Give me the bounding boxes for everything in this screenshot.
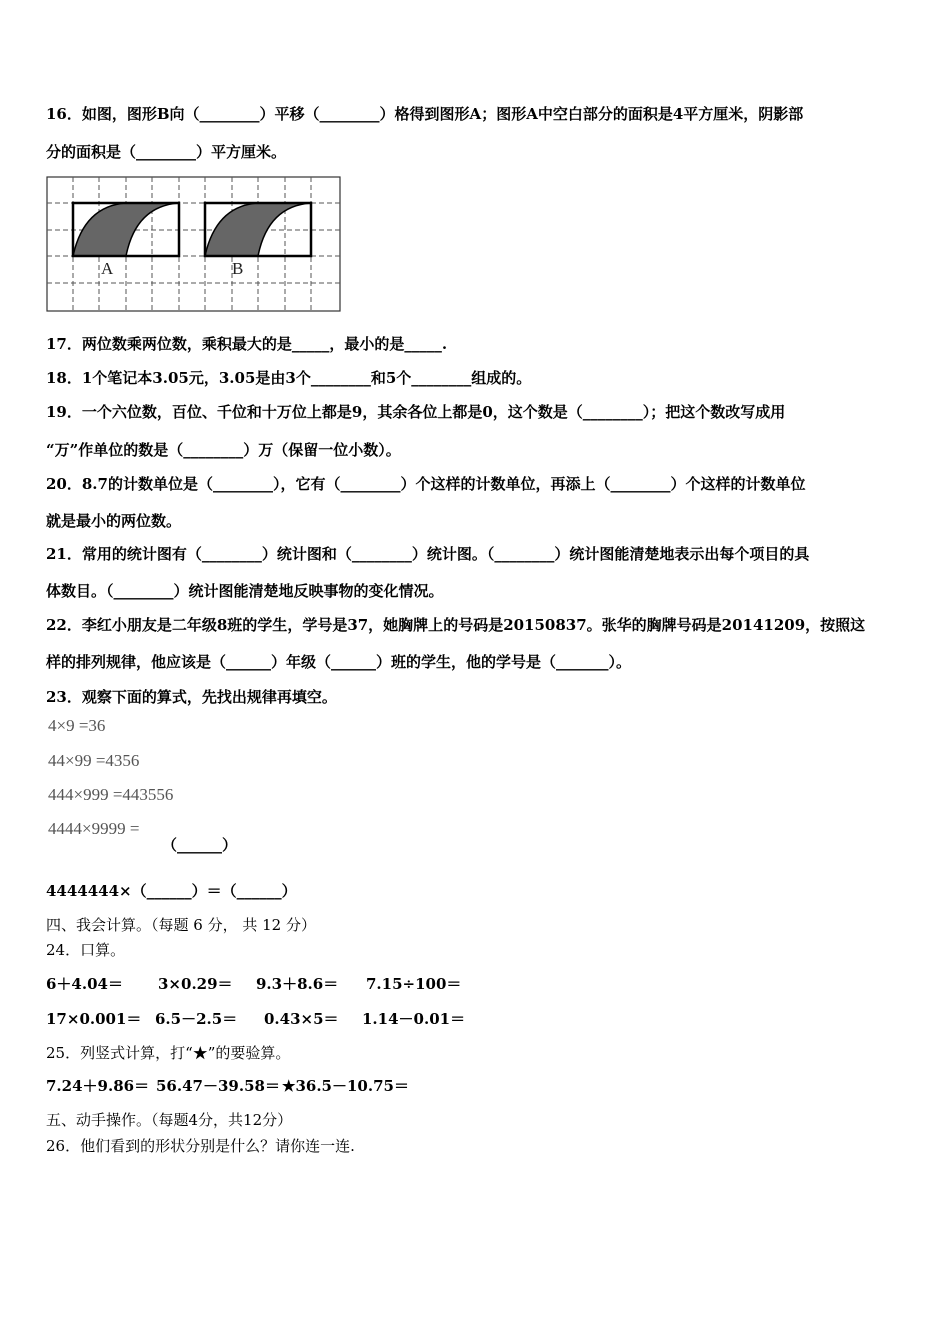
- q24-row1-item: 9.3＋8.6＝: [256, 975, 339, 993]
- label-a: A: [101, 259, 114, 278]
- q24-row2-item: 0.43×5＝: [264, 1010, 339, 1028]
- q22-line2: 样的排列规律，他应该是（______）年级（______）班的学生，他的学号是（_______）。: [46, 653, 632, 671]
- q26: 26．他们看到的形状分别是什么？请你连一连.: [46, 1137, 355, 1155]
- q24-row1-item: 3×0.29＝: [158, 975, 233, 993]
- q19-line2: “万”作单位的数是（________）万（保留一位小数）。: [46, 441, 401, 459]
- q23-eq4: 4444×9999 =: [48, 819, 140, 838]
- q17: 17．两位数乘两位数，乘积最大的是_____，最小的是_____.: [46, 335, 448, 353]
- translation-figure: [46, 176, 342, 317]
- q24-title: 24．口算。: [46, 941, 126, 959]
- q23-intro: 23．观察下面的算式，先找出规律再填空。: [46, 688, 337, 706]
- q20-line2: 就是最小的两位数。: [46, 512, 182, 530]
- section4-heading: 四、我会计算。（每题 6 分， 共 12 分）: [46, 916, 316, 934]
- q24-row2-item: 6.5－2.5＝: [155, 1010, 238, 1028]
- q24-row2-item: 1.14－0.01＝: [362, 1010, 466, 1028]
- q21-line1: 21．常用的统计图有（________）统计图和（________）统计图。（________）统计图能清楚地表示出每个项目的具: [46, 545, 810, 563]
- q25-item: 7.24＋9.86＝: [46, 1077, 150, 1095]
- q24-row2-item: 17×0.001＝: [46, 1010, 142, 1028]
- q16-line1: 16．如图，图形B向（________）平移（________）格得到图形A；图形A中空白部分的面积是4平方厘米，阴影部: [46, 105, 804, 123]
- q23-eq5: 4444444×（______）＝（______）: [46, 882, 297, 900]
- q20-line1: 20．8.7的计数单位是（________），它有（________）个这样的计数单位，再添上（________）个这样的计数单位: [46, 475, 806, 493]
- q22-line1: 22．李红小朋友是二年级8班的学生，学号是37，她胸牌上的号码是20150837。张华的胸牌号码是20141209，按照这: [46, 616, 866, 634]
- q21-line2: 体数目。（________）统计图能清楚地反映事物的变化情况。: [46, 582, 444, 600]
- q25-item: ★36.5－10.75＝: [282, 1077, 409, 1095]
- q18: 18．1个笔记本3.05元，3.05是由3个________和5个________组成的。: [46, 369, 532, 387]
- q23-eq4-blank: （______）: [162, 836, 238, 854]
- q23-eq1: 4×9 =36: [48, 716, 106, 735]
- label-b: B: [232, 259, 244, 278]
- q25-title: 25．列竖式计算，打“★”的要验算。: [46, 1044, 291, 1062]
- q23-eq3: 444×999 =443556: [48, 785, 174, 804]
- q16-line2: 分的面积是（________）平方厘米。: [46, 143, 287, 161]
- q25-item: 56.47－39.58＝: [156, 1077, 280, 1095]
- q24-row1-item: 6＋4.04＝: [46, 975, 123, 993]
- section5-heading: 五、动手操作。（每题4分，共12分）: [46, 1111, 293, 1129]
- q24-row1-item: 7.15÷100＝: [366, 975, 462, 993]
- q19-line1: 19．一个六位数，百位、千位和十万位上都是9，其余各位上都是0，这个数是（________）；把这个数改写成用: [46, 403, 786, 421]
- q23-eq2: 44×99 =4356: [48, 751, 140, 770]
- grid-figure-svg: [46, 176, 342, 313]
